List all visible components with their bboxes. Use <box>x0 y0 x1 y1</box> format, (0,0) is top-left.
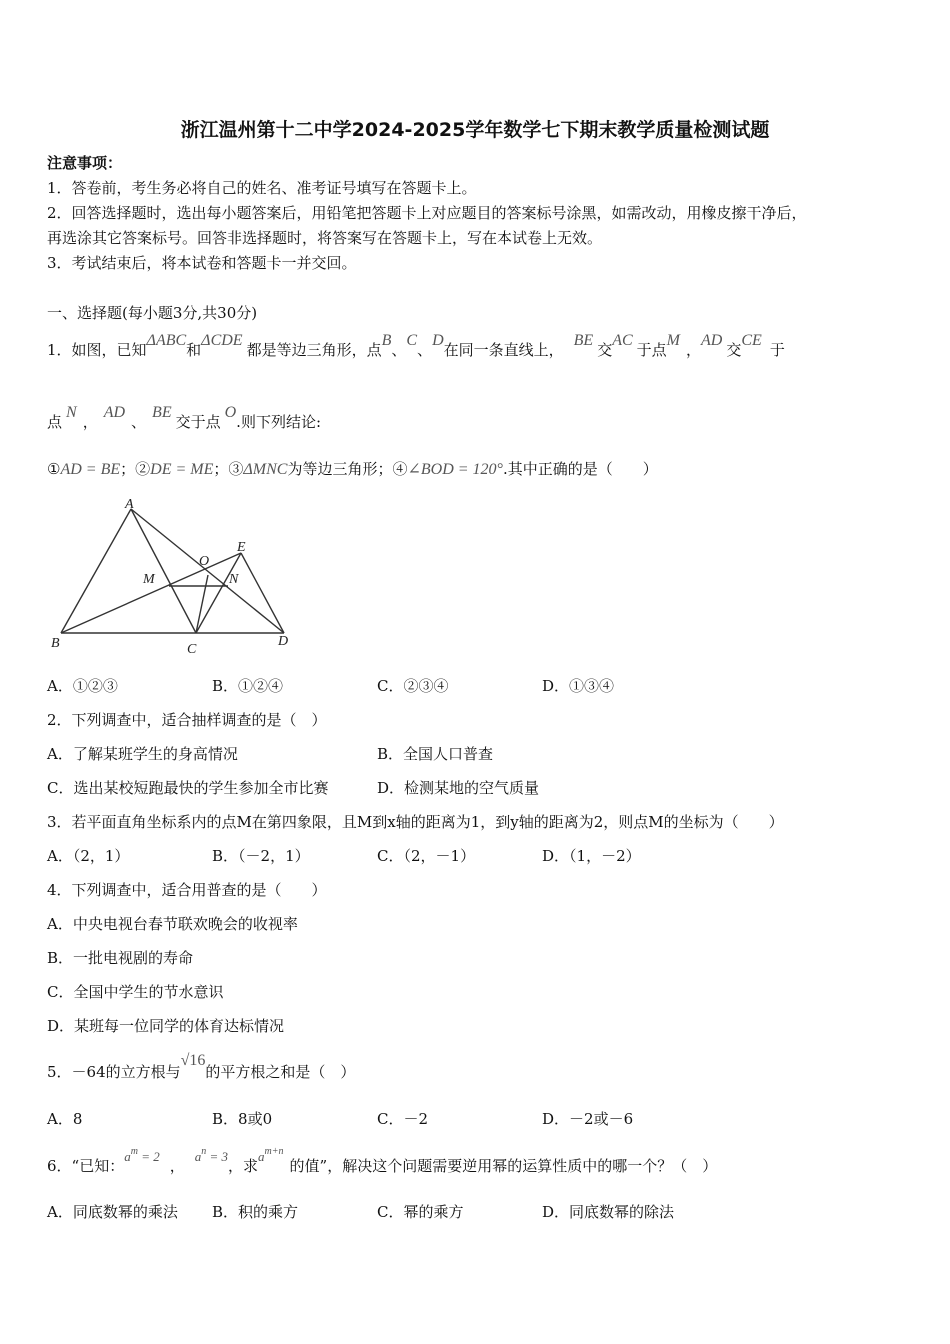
q6-option-a[interactable]: A．同底数幂的乘法 <box>47 1203 178 1221</box>
q3-option-c[interactable]: C．（2，－1） <box>377 847 476 865</box>
q6-stem: 6．“已知：$a^m = 2$，$a^n = 3$，求$a^{m+n}$的值”，解决这个问题需要逆用幂的运算性质中的哪一个？（ ） <box>47 1146 718 1175</box>
notice-item-3: 3．考试结束后，将本试卷和答题卡一并交回。 <box>47 254 357 272</box>
q1-geometry-figure <box>45 495 305 660</box>
q4-stem: 4．下列调查中，适合用普查的是（ ） <box>47 881 327 899</box>
q1-option-b[interactable]: B．①②④ <box>212 677 284 695</box>
q3-option-d[interactable]: D．（1，－2） <box>542 847 641 865</box>
figure-label-E: E <box>237 540 246 555</box>
figure-label-O: O <box>199 554 210 569</box>
q4-option-d[interactable]: D．某班每一位同学的体育达标情况 <box>47 1017 285 1035</box>
line-BE <box>61 553 241 633</box>
line-ED <box>241 553 284 633</box>
q5-stem: 5．－64的立方根与√16的平方根之和是（ ） <box>47 1052 356 1081</box>
q3-option-a[interactable]: A．（2，1） <box>47 847 130 865</box>
notice-item-2: 2．回答选择题时，选出每小题答案后，用铅笔把答题卡上对应题目的答案标号涂黑，如需改动，用橡皮擦干净后， <box>47 204 807 222</box>
q1-conclusions: ①AD = BE；②DE = ME；③ΔMNC为等边三角形；④∠BOD = 120°.其中正确的是（ ） <box>47 460 658 478</box>
figure-label-D: D <box>278 634 289 649</box>
notice-heading: 注意事项： <box>47 154 123 172</box>
q2-option-c[interactable]: C．选出某校短跑最快的学生参加全市比赛 <box>47 779 329 797</box>
q1-option-d[interactable]: D．①③④ <box>542 677 615 695</box>
q4-option-b[interactable]: B．一批电视剧的寿命 <box>47 949 194 967</box>
q2-option-a[interactable]: A．了解某班学生的身高情况 <box>47 745 238 763</box>
notice-item-1: 1．答卷前，考生务必将自己的姓名、准考证号填写在答题卡上。 <box>47 179 477 197</box>
q5-option-a[interactable]: A．8 <box>47 1110 83 1128</box>
figure-label-A: A <box>125 497 134 512</box>
q3-option-b[interactable]: B．（－2，1） <box>212 847 310 865</box>
q1-option-c[interactable]: C．②③④ <box>377 677 449 695</box>
q4-option-c[interactable]: C．全国中学生的节水意识 <box>47 983 224 1001</box>
q5-option-c[interactable]: C．－2 <box>377 1110 429 1128</box>
q2-stem: 2．下列调查中，适合抽样调查的是（ ） <box>47 711 327 729</box>
q4-option-a[interactable]: A．中央电视台春节联欢晚会的收视率 <box>47 915 298 933</box>
line-AD <box>131 509 284 633</box>
notice-item-2-cont: 再选涂其它答案标号。回答非选择题时，将答案写在答题卡上，写在本试卷上无效。 <box>47 229 603 247</box>
q1-line2: 点N，AD、BE交于点O.则下列结论: <box>47 404 321 431</box>
figure-label-M: M <box>143 572 155 587</box>
q1-option-a[interactable]: A．①②③ <box>47 677 118 695</box>
figure-label-N: N <box>229 572 239 587</box>
figure-label-B: B <box>51 636 60 651</box>
line-AC <box>131 509 196 633</box>
q5-option-b[interactable]: B．8或0 <box>212 1110 273 1128</box>
q1-line1: 1．如图，已知ΔABC和ΔCDE都是等边三角形，点B、C、D在同一条直线上，BE交AC于点M，AD交CE于 <box>47 332 785 359</box>
figure-lines <box>61 509 284 633</box>
figure-label-C: C <box>187 642 197 657</box>
line-CO <box>196 575 208 633</box>
q2-option-b[interactable]: B．全国人口普查 <box>377 745 494 763</box>
q2-option-d[interactable]: D．检测某地的空气质量 <box>377 779 540 797</box>
q6-option-c[interactable]: C．幂的乘方 <box>377 1203 464 1221</box>
section-heading: 一、选择题(每小题3分,共30分) <box>47 304 258 322</box>
q6-option-b[interactable]: B．积的乘方 <box>212 1203 299 1221</box>
q5-option-d[interactable]: D．－2或－6 <box>542 1110 634 1128</box>
q6-option-d[interactable]: D．同底数幂的除法 <box>542 1203 675 1221</box>
page-title: 浙江温州第十二中学2024-2025学年数学七下期末教学质量检测试题 <box>180 119 770 141</box>
q3-stem: 3．若平面直角坐标系内的点M在第四象限，且M到x轴的距离为1，到y轴的距离为2，则点M的坐标为（ ） <box>47 813 784 831</box>
line-AB <box>61 509 131 633</box>
